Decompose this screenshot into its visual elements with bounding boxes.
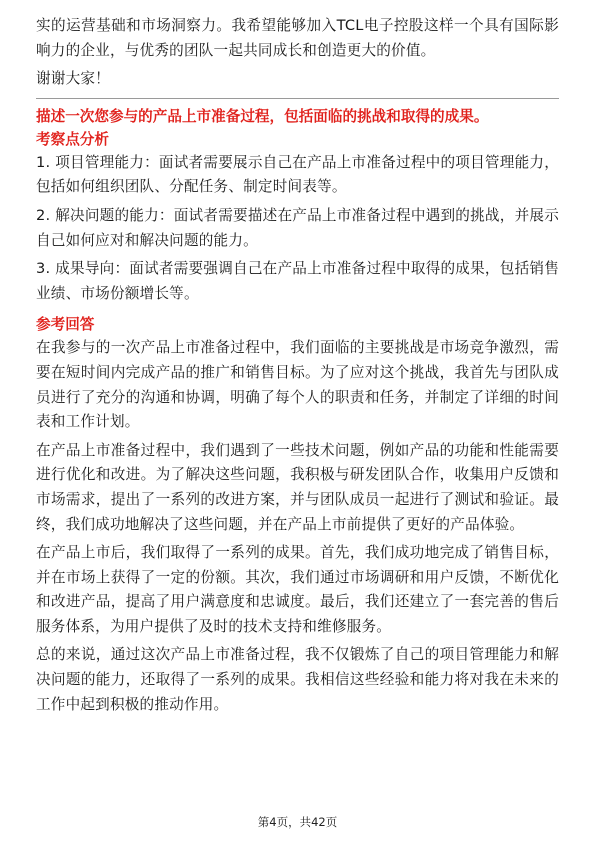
answer-body: [36, 336, 559, 717]
answer-paragraph: 在产品上市准备过程中，我们遇到了一些技术问题，例如产品的功能和性能需要进行优化和改进。为了解决这些问题，我积极与研发团队合作，收集用户反馈和市场需求，提出了一系列的改进方案，并与团队成员一起进行了测试和验证。最终，我们成功地解决了这些问题，并在产品上市前提供了更好的产品体验。: [36, 441, 559, 533]
analysis-list: [36, 151, 559, 307]
answer-heading: 参考回答: [36, 316, 95, 334]
analysis-item: 2. 解决问题的能力：面试者需要描述在产品上市准备过程中遇到的挑战，并展示自己如何应对和解决问题的能力。: [36, 206, 559, 249]
page-number: 第4页，共42页: [257, 815, 338, 829]
document-page: [36, 14, 559, 717]
intro-paragraph: 实的运营基础和市场洞察力。我希望能够加入TCL电子控股这样一个具有国际影响力的企业，与优秀的团队一起共同成长和创造更大的价值。: [36, 17, 559, 59]
answer-paragraph: 总的来说，通过这次产品上市准备过程，我不仅锻炼了自己的项目管理能力和解决问题的能力，还取得了一系列的成果。我相信这些经验和能力将对我在未来的工作中起到积极的推动作用。: [36, 646, 559, 713]
intro-section: [36, 14, 559, 92]
interview-question: 描述一次您参与的产品上市准备过程，包括面临的挑战和取得的成果。: [36, 107, 489, 125]
answer-paragraph: 在我参与的一次产品上市准备过程中，我们面临的主要挑战是市场竞争激烈，需要在短时间内完成产品的推广和销售目标。为了应对这个挑战，我首先与团队成员进行了充分的沟通和协调，明确了每个人的职责和任务，并制定了详细的时间表和工作计划。: [36, 339, 559, 431]
thanks-text: 谢谢大家！: [36, 70, 110, 88]
analysis-item: 1. 项目管理能力：面试者需要展示自己在产品上市准备过程中的项目管理能力，包括如何组织团队、分配任务、制定时间表等。: [36, 153, 559, 196]
answer-paragraph: 在产品上市后，我们取得了一系列的成果。首先，我们成功地完成了销售目标，并在市场上获得了一定的份额。其次，我们通过市场调研和用户反馈，不断优化和改进产品，提高了用户满意度和忠诚度。最后，我们还建立了一套完善的售后服务体系，为用户提供了及时的技术支持和维修服务。: [36, 544, 559, 635]
section-divider: [36, 98, 559, 99]
analysis-heading: 考察点分析: [36, 130, 109, 148]
analysis-item: 3. 成果导向：面试者需要强调自己在产品上市准备过程中取得的成果，包括销售业绩、市场份额增长等。: [36, 260, 559, 302]
